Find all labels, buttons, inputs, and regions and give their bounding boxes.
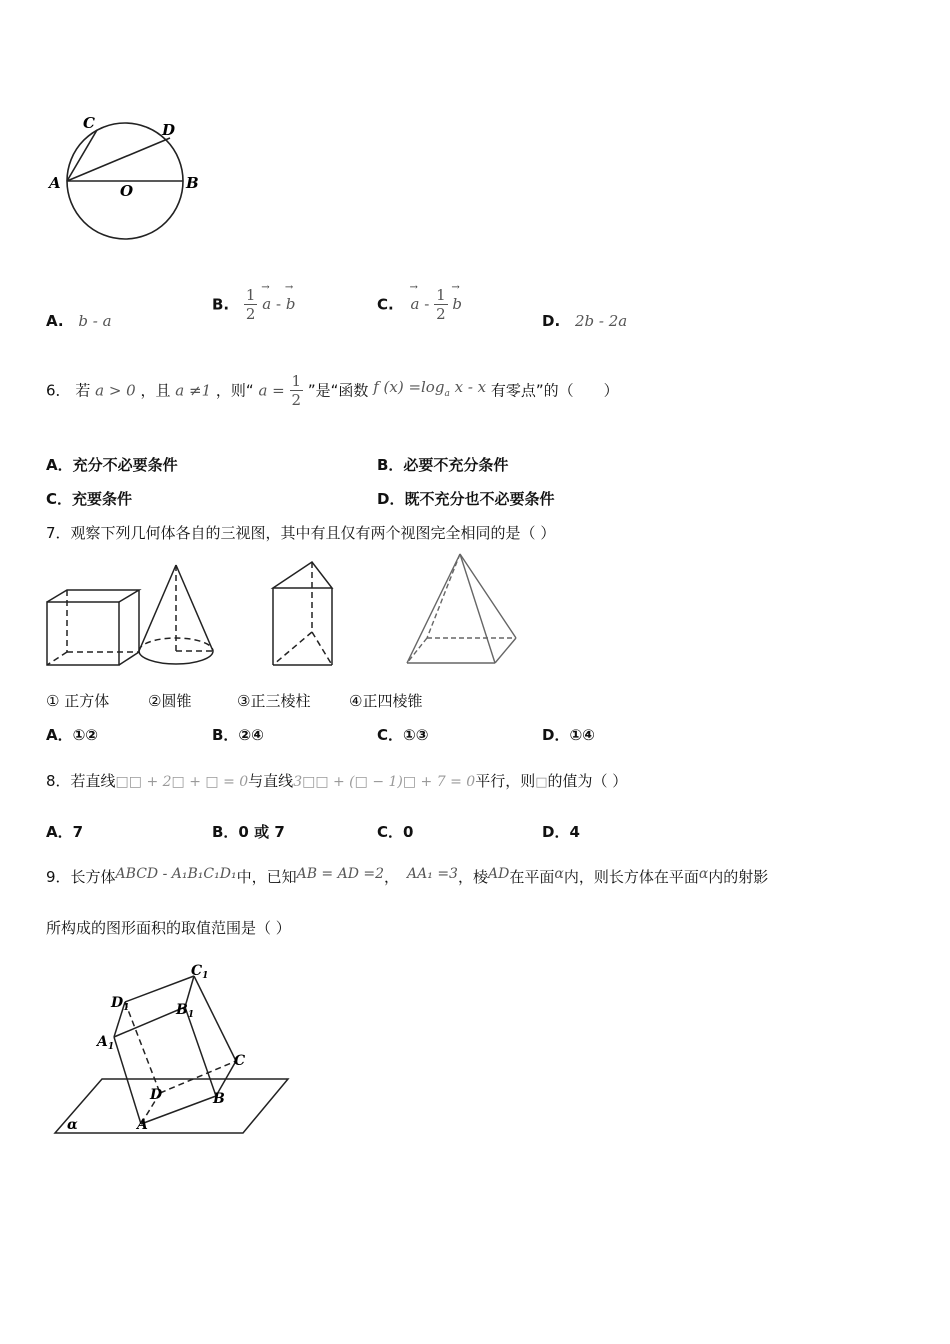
q5-option-b[interactable] bbox=[212, 286, 295, 323]
label-c: C bbox=[83, 114, 95, 132]
label-d: D bbox=[150, 1087, 163, 1103]
q6-function: f $(x) =\log_a$ x - x bbox=[373, 378, 487, 399]
solid-caption-3: ③正三棱柱 bbox=[237, 692, 311, 710]
vec-a: → a bbox=[262, 295, 271, 313]
minus: - bbox=[424, 295, 430, 313]
label-b: B bbox=[186, 174, 199, 192]
q6-option-d[interactable]: D．既不充分也不必要条件 bbox=[377, 490, 555, 508]
label-b1: $B_1$ bbox=[176, 1002, 195, 1020]
q6-option-a[interactable]: A．充分不必要条件 bbox=[46, 456, 178, 474]
solids-figure bbox=[40, 550, 540, 670]
q8-text-3: 平行，则 bbox=[475, 772, 536, 790]
frac-den: 2 bbox=[245, 305, 256, 323]
q9-edge: AD bbox=[487, 866, 510, 882]
label-c: C bbox=[234, 1053, 246, 1069]
q6-text-5: 有零点”的（ ） bbox=[490, 381, 619, 400]
q6-option-c[interactable]: C．充要条件 bbox=[46, 490, 133, 508]
cone-shape bbox=[139, 565, 213, 664]
option-letter: A. bbox=[46, 312, 64, 330]
q9-alpha-2: α bbox=[698, 866, 709, 882]
q9-alpha: α bbox=[554, 866, 564, 882]
q9-stem-line-2: 所构成的图形面积的取值范围是（ ） bbox=[46, 919, 291, 937]
frac-num: 1 bbox=[245, 286, 256, 304]
cube-shape bbox=[47, 590, 139, 665]
circle-figure bbox=[40, 108, 210, 248]
q8-text-2: 与直线 bbox=[248, 772, 294, 790]
q7-option-d[interactable]: D．①④ bbox=[542, 726, 595, 744]
vec-a: → a bbox=[411, 295, 420, 313]
q6-text-1: 若 bbox=[75, 381, 91, 400]
q7-option-c[interactable]: C．①③ bbox=[377, 726, 429, 744]
q8-text-1: 8．若直线 bbox=[46, 772, 116, 790]
frac-den: 2 bbox=[436, 305, 446, 323]
label-a: A bbox=[49, 174, 61, 192]
pyramid-shape bbox=[407, 554, 516, 663]
q5-option-d[interactable] bbox=[542, 312, 627, 330]
q9-text-6: 内，则长方体在平面 bbox=[563, 868, 699, 886]
q9-stem bbox=[46, 866, 768, 887]
solid-caption-2: ②圆锥 bbox=[148, 692, 192, 710]
q9-text-1: 9．长方体 bbox=[46, 868, 116, 886]
cuboid-figure bbox=[40, 960, 310, 1150]
q6-text-4: ”是“函数 bbox=[307, 381, 369, 400]
label-c1: $C_1$ bbox=[191, 963, 209, 981]
q9-solid: ABCD - A₁B₁C₁D₁ bbox=[115, 866, 237, 882]
q6-cond-1: a > 0 bbox=[95, 381, 136, 400]
q9-text-2: 中，已知 bbox=[236, 868, 297, 886]
option-expr: 2b - 2a bbox=[574, 312, 628, 330]
minus: - bbox=[275, 295, 282, 313]
frac-num: 1 bbox=[291, 372, 302, 390]
q9-eq-1: AB = AD =2 bbox=[296, 866, 385, 882]
q8-line-1: □□ + 2□ + □ = 0 bbox=[115, 774, 249, 790]
q7-option-a[interactable]: A．①② bbox=[46, 726, 99, 744]
q5-option-a[interactable] bbox=[46, 312, 112, 330]
label-b: B bbox=[213, 1091, 225, 1107]
q8-option-b[interactable]: B．0 或 7 bbox=[212, 823, 285, 841]
q6-stem bbox=[46, 372, 619, 409]
q8-line-2: 3□□ + (□ − 1)□ + 7 = 0 bbox=[293, 774, 476, 790]
label-alpha: α bbox=[67, 1117, 78, 1133]
vec-b: → b bbox=[452, 295, 462, 313]
label-o: O bbox=[120, 182, 134, 200]
option-letter: C. bbox=[377, 295, 394, 314]
label-d: D bbox=[162, 121, 176, 139]
q8-text-4: 的值为（ ） bbox=[547, 772, 628, 790]
prism-shape bbox=[273, 562, 332, 665]
q6-option-b[interactable]: B．必要不充分条件 bbox=[377, 456, 509, 474]
q6-cond-2: a ≠1 bbox=[175, 381, 212, 400]
label-a: A bbox=[137, 1117, 148, 1133]
vec-b: → b bbox=[286, 295, 296, 313]
q8-var: □ bbox=[535, 775, 548, 790]
q6-a-eq: a = bbox=[258, 381, 285, 400]
q8-option-d[interactable]: D．4 bbox=[542, 823, 580, 841]
q9-text-5: 在平面 bbox=[509, 868, 555, 886]
option-letter: B. bbox=[212, 295, 230, 314]
q9-eq-2: AA₁ =3 bbox=[407, 866, 458, 882]
q9-text-4: ，棱 bbox=[457, 868, 488, 886]
label-d1: $D_1$ bbox=[111, 995, 130, 1013]
solid-caption-4: ④正四棱锥 bbox=[349, 692, 423, 710]
q5-option-c[interactable] bbox=[377, 286, 462, 323]
q8-option-c[interactable]: C．0 bbox=[377, 823, 414, 841]
q9-text-7: 内的射影 bbox=[708, 868, 769, 886]
q9-text-3: ， bbox=[384, 868, 400, 886]
label-a1: $A_1$ bbox=[97, 1034, 115, 1052]
q6-text-2: ，且 bbox=[140, 381, 171, 400]
q6-number: 6． bbox=[46, 381, 71, 400]
option-expr: b - a bbox=[78, 312, 112, 330]
frac-den: 2 bbox=[291, 391, 302, 409]
solid-caption-1: ① 正方体 bbox=[46, 692, 110, 710]
q8-stem bbox=[46, 770, 627, 791]
q6-text-3: ，则“ bbox=[215, 381, 254, 400]
q8-option-a[interactable]: A．7 bbox=[46, 823, 84, 841]
option-letter: D. bbox=[542, 312, 561, 330]
q7-option-b[interactable]: B．②④ bbox=[212, 726, 264, 744]
frac-num: 1 bbox=[436, 286, 446, 304]
q7-stem: 7．观察下列几何体各自的三视图，其中有且仅有两个视图完全相同的是（ ） bbox=[46, 524, 556, 542]
